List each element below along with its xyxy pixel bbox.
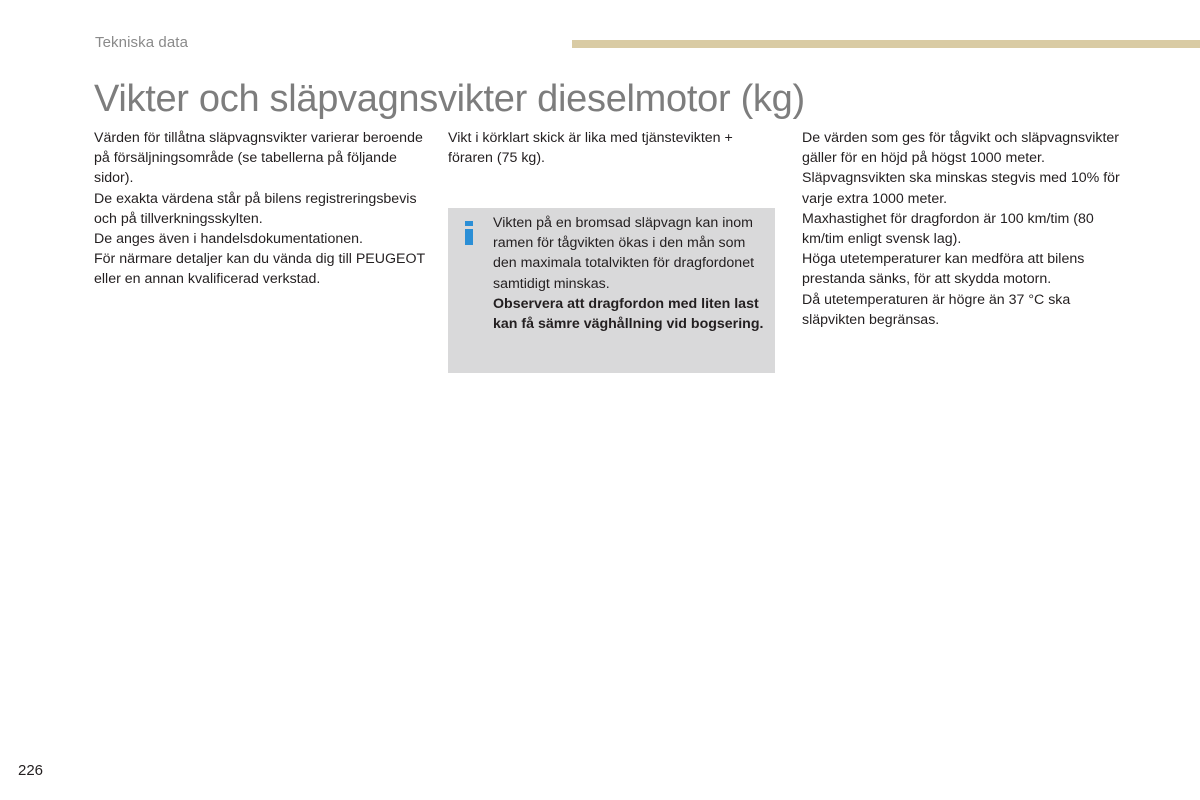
text-column-2 (448, 128, 778, 168)
text-column-3 (802, 128, 1122, 330)
info-icon-dot (465, 221, 473, 226)
paragraph: De anges även i handelsdokumentationen. (94, 231, 363, 248)
info-icon (464, 221, 474, 245)
paragraph: De värden som ges för tågvikt och släpvagnsvikter gäller för en höjd på högst 1000 meter. Släpvagnsvikten ska minskas stegvis med 10% för varje extra 1000 meter. (802, 130, 1120, 207)
text-column-1 (94, 128, 426, 290)
page-number: 226 (18, 762, 44, 779)
info-icon-stem (465, 229, 473, 245)
page-title: Vikter och släpvagnsvikter dieselmotor (kg) (94, 78, 805, 120)
info-box-paragraph: Vikten på en bromsad släpvagn kan inom ramen för tågvikten ökas i den mån som den maximala totalvikten för dragfordonet samtidigt minskas. (493, 215, 755, 292)
header-rule (572, 40, 1200, 48)
paragraph: Maxhastighet för dragfordon är 100 km/tim (80 km/tim enligt svensk lag). (802, 210, 1094, 248)
paragraph: Höga utetemperaturer kan medföra att bilens prestanda sänks, för att skydda motorn. (802, 251, 1085, 288)
info-box-warning: Observera att dragfordon med liten last kan få sämre väghållning vid bogsering. (493, 295, 764, 333)
info-box (448, 208, 775, 373)
section-label: Tekniska data (95, 34, 189, 51)
paragraph: För närmare detaljer kan du vända dig till PEUGEOT eller en annan kvalificerad verkstad. (94, 251, 425, 288)
paragraph: Vikt i körklart skick är lika med tjänstevikten + föraren (75 kg). (448, 130, 733, 167)
paragraph: Värden för tillåtna släpvagnsvikter varierar beroende på försäljningsområde (se tabellerna på följande sidor). (94, 130, 423, 187)
paragraph: Då utetemperaturen är högre än 37 °C ska släpvikten begränsas. (802, 291, 1071, 328)
info-box-text (493, 213, 765, 334)
paragraph: De exakta värdena står på bilens registreringsbevis och på tillverkningsskylten. (94, 190, 417, 227)
